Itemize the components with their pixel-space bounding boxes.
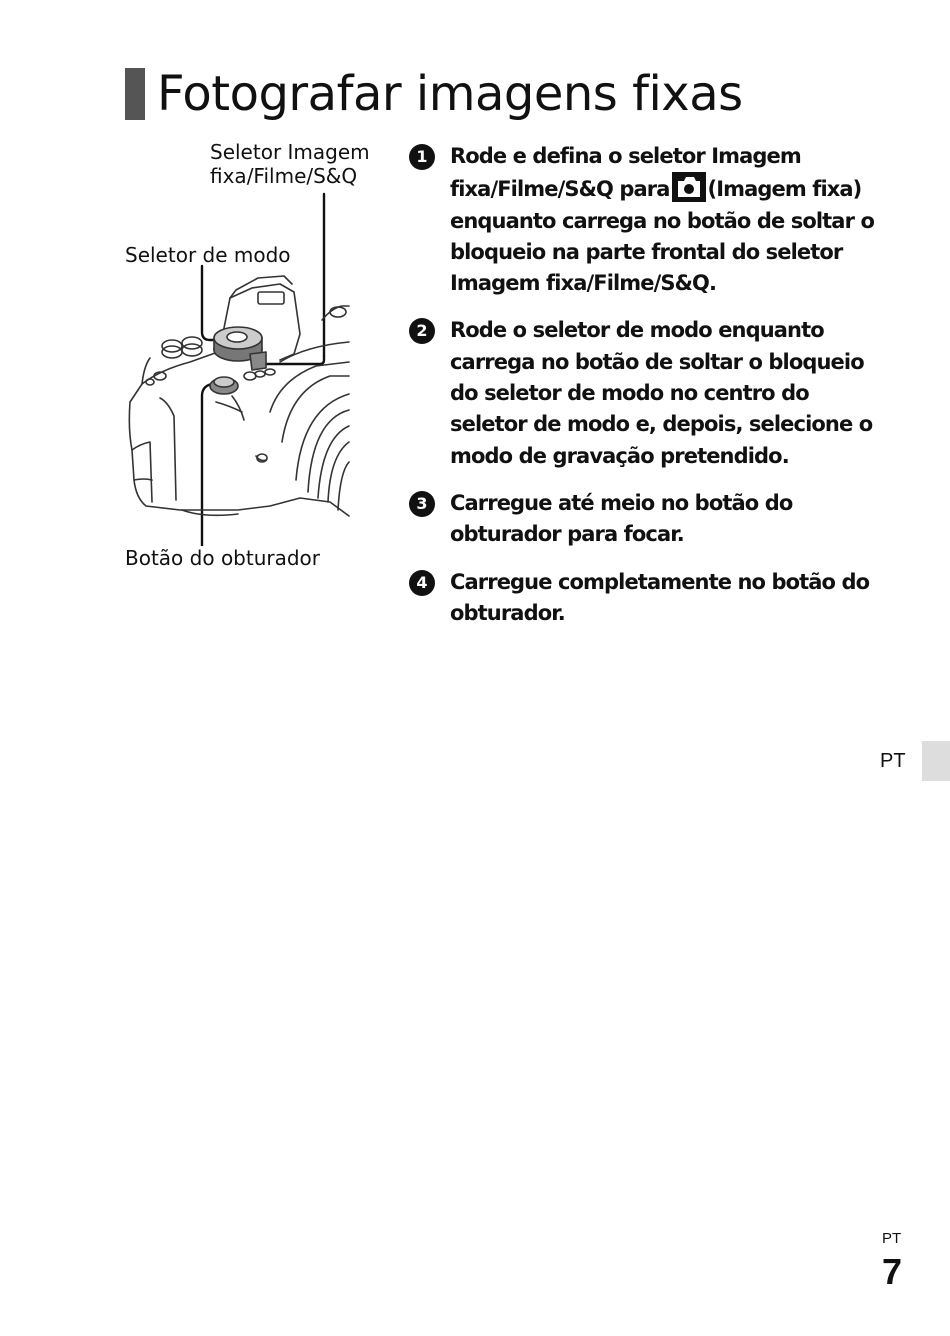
step-text: Rode o seletor de modo enquanto carrega no botão de soltar o bloqueio do seletor de modo no centro do seletor de modo e, depois, selecione o modo de gravação pretendido. [450,318,873,468]
label-shutter-button: Botão do obturador [125,546,321,570]
step-text: Carregue completamente no botão do obturador. [450,569,870,625]
page-title: Fotografar imagens fixas [157,66,743,122]
label-mode-dial: Seletor de modo [125,243,291,267]
step-text: Rode e defina o seletor Imagem fixa/Filme/S&Q para (Imagem fixa) enquanto carrega no botão de soltar o bloqueio na parte frontal do seletor Imagem fixa/Filme/S&Q. [450,144,874,296]
footer-language: PT [882,1230,902,1247]
language-tab-label: PT [880,750,906,772]
step-item [409,141,889,299]
step-number: 2 [409,318,435,344]
step-text: Carregue até meio no botão do obturador para focar. [450,490,793,547]
language-tab [922,741,950,781]
step-number: 4 [409,570,435,596]
still-image-icon [672,172,706,202]
step-number: 1 [409,144,435,170]
camera-illustration [120,180,352,546]
step-number: 3 [409,491,435,517]
step-item [409,567,889,630]
label-still-movie-dial: Seletor Imagem fixa/Filme/S&Q [210,140,370,188]
title-accent-bar [125,68,145,120]
instruction-list [409,141,889,645]
page-number: 7 [882,1251,903,1292]
step-item [409,315,889,471]
step-item [409,488,889,551]
